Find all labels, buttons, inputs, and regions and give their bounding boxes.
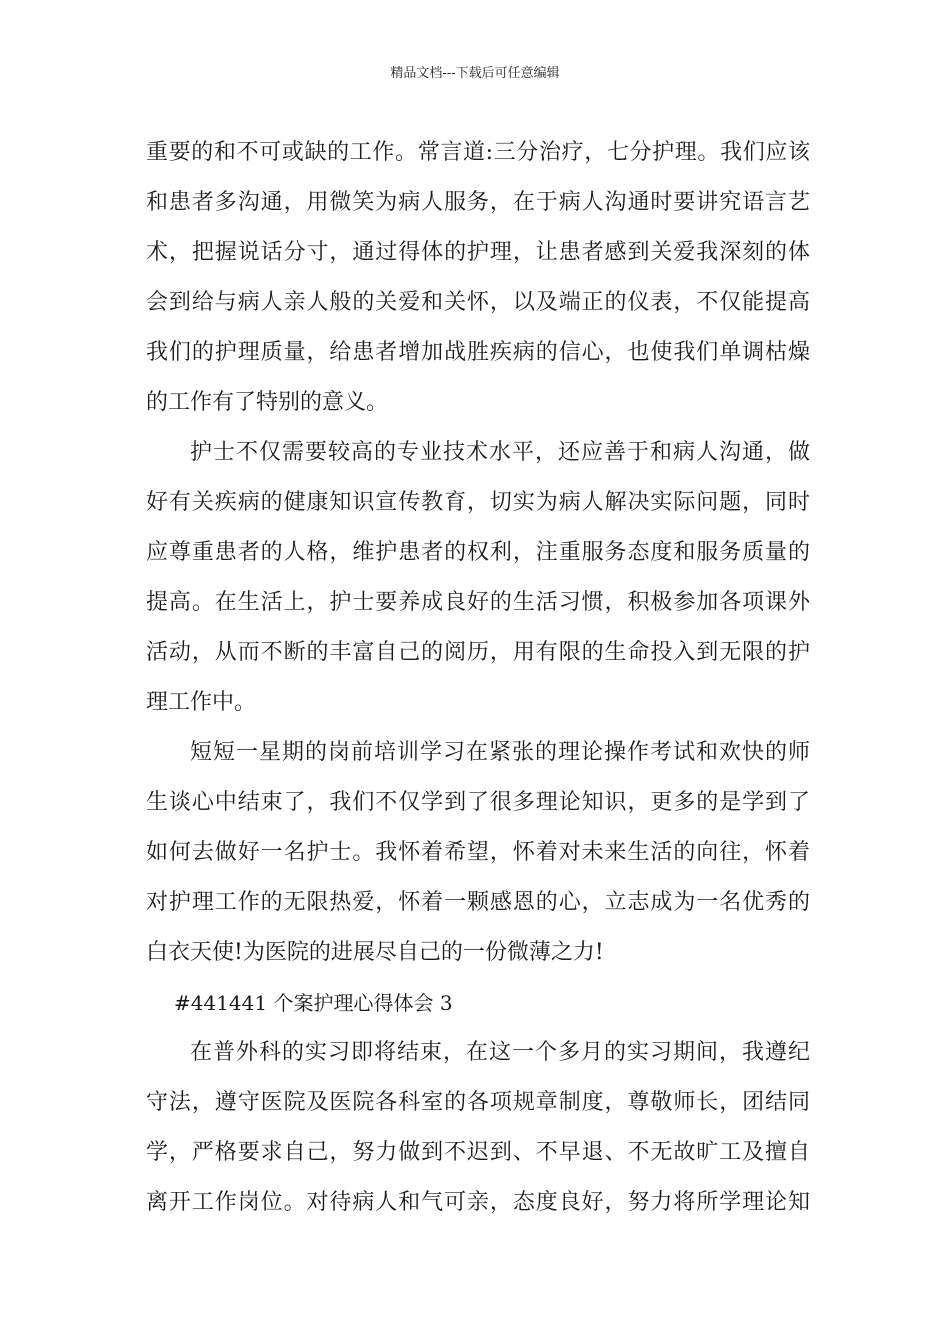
text-line: 重要的和不可或缺的工作。常言道:三分治疗，七分护理。我们应该 bbox=[146, 140, 810, 165]
document-body bbox=[146, 128, 810, 1228]
text-line: 离开工作岗位。对待病人和气可亲，态度良好，努力将所学理论知 bbox=[146, 1190, 810, 1215]
text-line: 白衣天使!为医院的进展尽自己的一份微薄之力! bbox=[146, 940, 604, 965]
text-line: 应尊重患者的人格，维护患者的权利，注重服务态度和服务质量的 bbox=[146, 540, 810, 565]
text-line: 和患者多沟通，用微笑为病人服务，在于病人沟通时要讲究语言艺 bbox=[146, 190, 810, 215]
text-line: 如何去做好一名护士。我怀着希望，怀着对未来生活的向往，怀着 bbox=[146, 840, 810, 865]
text-line: 的工作有了特别的意义。 bbox=[146, 390, 389, 415]
section-heading: #441441 个案护理心得体会 3 bbox=[174, 991, 453, 1015]
paragraph-first-line: 短短一星期的岗前培训学习在紧张的理论操作考试和欢快的师 bbox=[190, 740, 810, 765]
page-header: 精品文档---下载后可任意编辑 bbox=[390, 66, 560, 81]
text-line: 会到给与病人亲人般的关爱和关怀，以及端正的仪表，不仅能提高 bbox=[146, 290, 810, 315]
text-line: 好有关疾病的健康知识宣传教育，切实为病人解决实际问题，同时 bbox=[146, 490, 810, 515]
text-line: 对护理工作的无限热爱，怀着一颗感恩的心，立志成为一名优秀的 bbox=[146, 890, 810, 915]
text-line: 我们的护理质量，给患者增加战胜疾病的信心，也使我们单调枯燥 bbox=[146, 340, 810, 365]
text-line: 守法，遵守医院及医院各科室的各项规章制度，尊敬师长，团结同 bbox=[146, 1090, 810, 1115]
text-line: 学，严格要求自己，努力做到不迟到、不早退、不无故旷工及擅自 bbox=[146, 1140, 810, 1165]
text-line: 提高。在生活上，护士要养成良好的生活习惯，积极参加各项课外 bbox=[146, 590, 810, 615]
text-line: 理工作中。 bbox=[146, 690, 257, 715]
text-line: 生谈心中结束了，我们不仅学到了很多理论知识，更多的是学到了 bbox=[146, 790, 810, 815]
text-line: 活动，从而不断的丰富自己的阅历，用有限的生命投入到无限的护 bbox=[146, 640, 810, 665]
text-line: 术，把握说话分寸，通过得体的护理，让患者感到关爱我深刻的体 bbox=[146, 240, 810, 265]
paragraph-first-line: 护士不仅需要较高的专业技术水平，还应善于和病人沟通，做 bbox=[190, 440, 810, 465]
paragraph-first-line: 在普外科的实习即将结束，在这一个多月的实习期间，我遵纪 bbox=[190, 1040, 810, 1065]
